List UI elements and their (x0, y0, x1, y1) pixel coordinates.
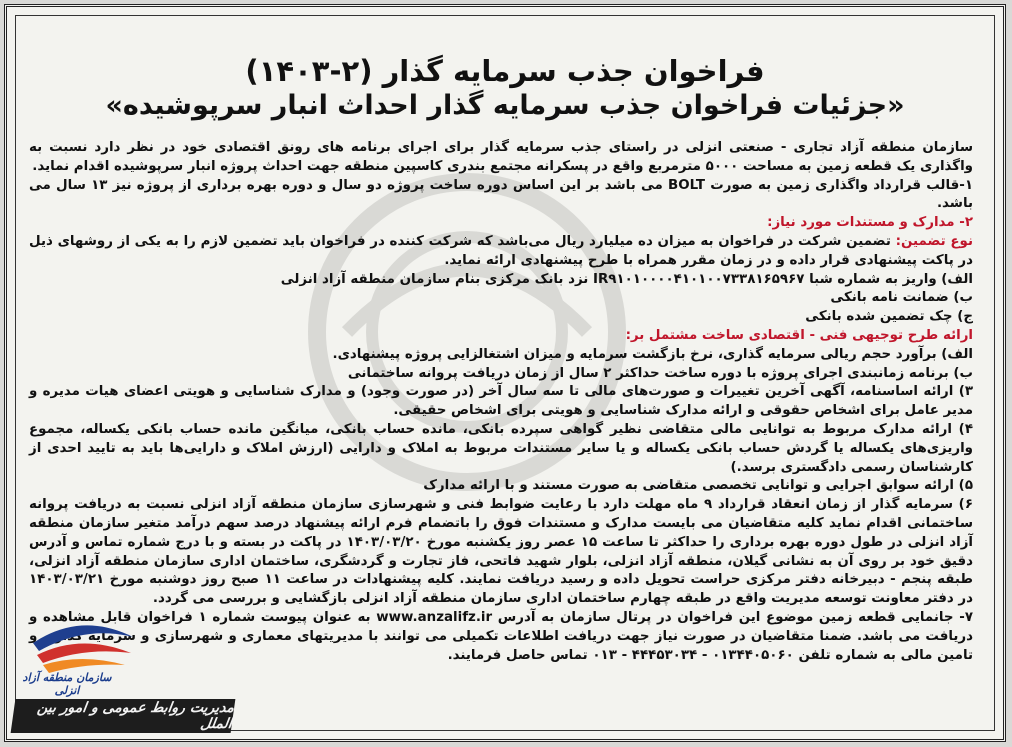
option-c: ج) چک تضمین شده بانکی (805, 309, 973, 325)
logo-caption: سازمان منطقه آزاد انزلی (22, 671, 112, 697)
footer-banner (11, 699, 236, 733)
guarantee-label: نوع تضمین: (895, 233, 973, 249)
item-5: ۵) ارائه سوابق اجرایی و توانایی تخصصی متقاضی به صورت مستند و با ارائه مدارک (423, 478, 973, 494)
item-4: ۴) ارائه مدارک مربوط به توانایی مالی متقاضی نظیر گواهی سپرده بانکی، مانده حساب بانکی، میانگین مانده حساب بانکی یکساله، مجموع واریزی‌های یکساله یا گردش حساب بانکی یکساله و یا سایر مستندات مربوط به املاک و دارایی (ارزش املاک و دارایی‌ها باید به تایید احدی از کارشناسان رسمی دادگستری برسد.) (29, 421, 973, 475)
item-7: ۷- جانمایی قطعه زمین موضوع این فراخوان در پرتال سازمان به آدرس www.anzalifz.ir به عنوان پیوست شماره ۱ فراخوان قابل مشاهده و دریافت می باشد. ضمنا متقاضیان در صورت نیاز جهت دریافت اطلاعات تکمیلی می توانند با مدیریتهای معماری و شهرسازی و سرمایه گذاری و تامین مالی به شماره تلفن ۰۱۳۴۴۰۵۰۶۰ - ۴۴۴۵۳۰۳۴ - ۰۱۳ تماس حاصل فرمایند. (29, 609, 974, 663)
guarantee-paragraph (29, 233, 973, 271)
section-3-heading: ارائه طرح توجیهی فنی - اقتصادی ساخت مشتمل بر: (625, 327, 973, 343)
announcement-body (29, 139, 973, 665)
titles (7, 53, 1003, 123)
ad-page (4, 4, 1006, 742)
section-2-heading: ۲- مدارک و مستندات مورد نیاز: (767, 215, 973, 231)
section-3-a: الف) برآورد حجم ریالی سرمایه گذاری، نرخ بازگشت سرمایه و میزان اشتغالزایی پروژه پیشنهادی. (332, 346, 973, 362)
page-subtitle: «جزئیات فراخوان جذب سرمایه گذار احداث انبار سرپوشیده» (105, 90, 905, 121)
option-a: الف) واریز به شماره شبا IR۹۱۰۱۰۰۰۰۴۱۰۱۰۰۷۳۳۸۱۶۵۹۶۷ نزد بانک مرکزی بنام سازمان منطقه آزاد انزلی (280, 271, 973, 287)
item-1: ۱-قالب قرارداد واگذاری زمین به صورت BOLT می باشد بر این اساس دوره ساخت پروژه دو سال و دوره بهره برداری از پروژه نیز ۱۳ سال می باشد. (29, 177, 974, 212)
guarantee-text: تضمین شرکت در فراخوان به میزان ده میلیارد ریال می‌باشد که شرکت کننده در فراخوان باید تضمین لازم را به یکی از روشهای ذیل در پاکت پیشنهادی قرار داده و در زمان مقرر همراه با طرح پیشنهادی ارائه نماید. (29, 233, 973, 268)
item-6: ۶) سرمایه گذار از زمان انعقاد قرارداد ۹ ماه مهلت دارد با رعایت ضوابط فنی و شهرسازی سازمان منطقه آزاد انزلی نسبت به دریافت پروانه ساختمانی اقدام نماید کلیه متقاضیان می بایست مدارک و مستندات فوق را باتضمام فرم ارائه پیشنهاد درصد سهم درآمد متغیر سازمان منطقه آزاد انزلی در طول دوره بهره برداری را حداکثر تا ساعت ۱۵ عصر روز یکشنبه مورخ ۱۴۰۳/۰۳/۲۰ در پاکت در بسته و با درج شماره تماس و آدرس دقیق خود بر روی آن به نشانی گیلان، منطقه آزاد انزلی، بلوار شهید فاتحی، فاز تجارت و گردشگری، ساختمان اداری سازمان منطقه آزاد انزلی، طبقه پنجم - دبیرخانه دفتر مرکزی حراست تحویل داده و رسید دریافت نمایند. کلیه پیشنهادات در ساعت ۱۱ صبح روز دوشنبه مورخ ۱۴۰۳/۰۳/۲۱ در دفتر معاونت توسعه مدیریت واقع در طبقه چهارم ساختمان اداری سازمان منطقه آزاد انزلی بازگشایی و بررسی می گردد. (29, 497, 973, 607)
footer-text: مدیریت روابط عمومی و امور بین الملل (36, 700, 236, 732)
section-3-b: ب) برنامه زمانبندی اجرای پروژه با دوره ساخت حداکثر ۲ سال از زمان دریافت پروانه ساختمانی (347, 365, 973, 381)
page-title: فراخوان جذب سرمایه گذار (۲-۱۴۰۳) (245, 54, 765, 88)
option-b: ب) ضمانت نامه بانکی (830, 290, 973, 306)
intro-paragraph: سازمان منطقه آزاد تجاری - صنعتی انزلی در راستای جذب سرمایه گذار برای اجرای برنامه های رونق اقتصادی خود در نظر دارد نسبت به واگذاری یک قطعه زمین به مساحت ۵۰۰۰ مترمربع واقع در پسکرانه مجتمع بندری کاسپین منطقه جهت احداث پروژه انبار سرپوشیده اقدام نماید. (29, 140, 973, 174)
item-3: ۳) ارائه اساسنامه، آگهی آخرین تغییرات و صورت‌های مالی تا سه سال آخر (در صورت وجود) و مدارک شناسایی و هویتی اعضای هیات مدیره و مدیر عامل برای اشخاص حقوقی و ارائه مدارک شناسایی و هویتی برای اشخاص حقیقی. (29, 384, 973, 419)
